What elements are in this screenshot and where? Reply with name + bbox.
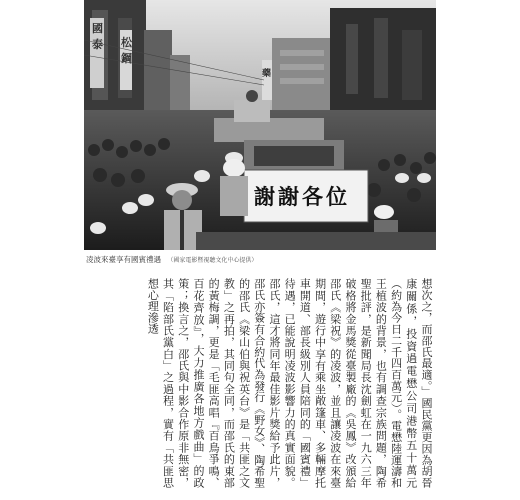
caption-text: 凌波來臺享有國賓禮遇	[86, 255, 161, 264]
body-text: 想次之，而邵氏最適。」國民黨更因為胡晉康關係，投資過電懋公司港幣五十萬元（約為今日二千四百萬元）。電懋陸運濤和王植波的背景，也有調查宗族問題，陶希聖批評，是新聞局長沈劍虹在一九六三年破格將金馬獎從臺製廠的《吳鳳》改頒給邵氏《梁祝》的凌波，並且讓凌波在來臺期間，遊行中享有乘坐敞篷車、多輛摩托車開道、部長級別人員陪同的「國賓禮」待遇，已能說明凌波影響力的真實面貌。邵氏，這才將同年最佳影片獎給予此片，邵氏亦簽有合約代為發行《野女》、陶希聖的邵氏《梁山伯與祝英台》是「共匪之文教」之再拍，其同句全同，而邵氏的東部的黃梅調，更是「毛匪高唱『百鳥爭鳴、百花齊放』，大力推廣各地方戲曲」的政策；換言之，邵氏與中影合作原非無密，其「陷部氏黨白」之過程，實有「共匪思想心理滲透	[146, 278, 433, 488]
motorcade-photo	[84, 0, 436, 250]
sign-char: 泰	[92, 38, 103, 51]
sign-char: 藥	[262, 69, 272, 79]
sign-char: 松	[121, 36, 132, 49]
photo-illustration	[84, 0, 436, 250]
banner-text: 謝謝各位	[254, 184, 350, 209]
photo-caption	[86, 253, 436, 267]
caption-credit: （國家電影暨視聽文化中心提供）	[167, 257, 258, 264]
sign-char: 鋼	[121, 52, 132, 65]
sign-char: 國	[92, 22, 103, 35]
